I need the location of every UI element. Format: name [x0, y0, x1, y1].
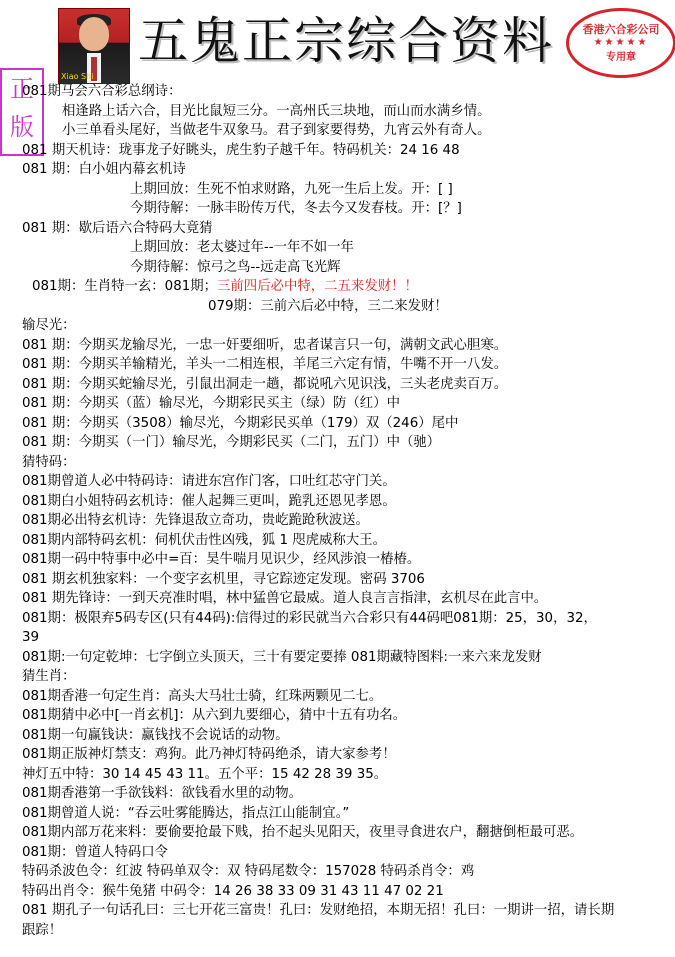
- text-line: 081 期孔子一句话孔曰：三七开花三富贵！孔曰：发财绝招，本期无招！孔曰：一期讲一招，请长期: [22, 903, 615, 918]
- seal-stars: ★★★★★: [593, 37, 649, 48]
- portrait-caption: Xiao Shi: [61, 72, 94, 81]
- text-line: 081 期玄机独家料：一个变字玄机里，寻它踪迹定发现。密码 3706: [22, 571, 425, 587]
- text-line: 081期猜中必中[一肖玄机]：从六到九要细心，猜中十五有功名。: [22, 708, 407, 723]
- portrait-image: [58, 8, 130, 84]
- text-line: 081期正版神灯禁支：鸡狗。此乃神灯特码绝杀，请大家参考！: [22, 747, 396, 762]
- text-line: 081 期：今期买（蓝）输尽光，今期彩民买主（绿）防（红）中: [22, 396, 400, 411]
- text-line: 特码杀波色令：红波 特码单双令：双 特码尾数令：157028 特码杀肖令：鸡: [22, 864, 475, 879]
- text-line: 081 期：今期买羊输精光，羊头一二相连根，羊尾三六定有情，牛嘴不开一八发。: [22, 357, 508, 372]
- header-banner: [0, 0, 675, 86]
- text-line: 081期一码中特事中必中=百：昊牛喘月见识少，经风涉浪一椿椿。: [22, 552, 421, 567]
- text-line: 39: [22, 630, 40, 645]
- text-line: 特码出肖令：猴牛兔猪 中码令：14 26 38 33 09 31 43 11 47 02 21: [22, 883, 444, 899]
- seal-bottom-text: 专用章: [606, 52, 636, 63]
- text-line: 上期回放：老太婆过年--一年不如一年: [130, 240, 354, 255]
- side-label-char-1: 正: [10, 75, 34, 103]
- section-heading: 猜特码：: [22, 454, 76, 470]
- text-line: 081期必出特玄机诗：先锋退敌立奇功，贵屹跪跄秋波送。: [22, 513, 369, 528]
- text-line: [22, 277, 675, 297]
- seal-top-text: 香港六合彩公司: [582, 23, 660, 36]
- portrait-face: [79, 17, 109, 51]
- text-line: 081 期先锋诗：一到天亮准时唱，林中猛兽它最威。道人良言言指津，玄机尽在此言中。: [22, 591, 548, 606]
- text-line: 081期香港一句定生肖：高头大马壮士骑，红珠两颗见二七。: [22, 688, 383, 704]
- company-seal: [566, 8, 675, 78]
- text-line: 081期：极限弃5码专区(只有44码):信得过的彩民就当六合彩只有44码吧081期：25，30，32，: [22, 610, 597, 626]
- text-line: 081期内部万花来料：要偷要抢最下贱，抬不起头见阳天，夜里寻食进农户，翻搪倒柜最可恶。: [22, 825, 584, 840]
- page-title: 五鬼正宗综合资料: [138, 12, 554, 70]
- document-body: [22, 82, 675, 940]
- text-line: 神灯五中特：30 14 45 43 11。五个平：15 42 28 39 35。: [22, 766, 388, 782]
- text-line: 小三单看头尾好，当做老牛双象马。君子到家要得势，九宵云外有奇人。: [62, 123, 491, 138]
- side-label-char-2: 版: [10, 113, 34, 141]
- text-line: 081 期：今期买龙输尽光，一忠一奸要细听，忠者谋言只一句，满朝文武心胆寒。: [22, 337, 508, 353]
- zodiac-line-prefix: 081期：生肖特一玄：081期；: [32, 279, 218, 294]
- section-heading: 猜生肖：: [22, 669, 76, 684]
- text-line: 081期一句赢钱诀：赢钱找不会说话的动物。: [22, 727, 289, 743]
- text-line: 081期曾道人说：“吞云吐雾能腾达，指点江山能制宜。”: [22, 805, 350, 821]
- text-line: 081期：曾道人特码口令: [22, 844, 169, 860]
- text-line: 081期香港第一手欲钱料：欲钱看水里的动物。: [22, 786, 302, 801]
- zodiac-line-highlight: 三前四后必中特，二五来发财！！: [217, 279, 418, 294]
- text-line: 081 期：白小姐内幕玄机诗: [22, 162, 186, 177]
- text-line: 081期曾道人必中特码诗：请进东宫作门客，口吐红芯守门关。: [22, 474, 396, 489]
- text-line: 跟踪！: [22, 922, 63, 938]
- text-line: 081期内部特码玄机：伺机伏击性凶残，狐 1 咫虎威称大王。: [22, 532, 386, 548]
- text-line: 081 期：歇后语六合特码大竟猜: [22, 220, 213, 236]
- section-heading: 输尽光：: [22, 318, 76, 333]
- text-line: 081 期：今期买（3508）输尽光，今期彩民买单（179）双（246）尾中: [22, 415, 459, 431]
- text-line: 079期：三前六后必中特，三二来发财！: [208, 298, 448, 314]
- text-line: 081期:一句定乾坤：七字倒立头顶天，三十有要定要捧 081期藏特图料:一来六来龙发财: [22, 649, 542, 665]
- text-line: 081期马会六合彩总纲诗：: [22, 84, 182, 99]
- text-line: 今期待解：一脉丰盼传万代，冬去今又发春枝。开：[？]: [130, 201, 462, 216]
- text-line: 相逢路上话六合，目光比鼠短三分。一高州氏三块地，而山而水满乡情。: [62, 103, 491, 119]
- text-line: 081 期：今期买（一门）输尽光，今期彩民买（二门，五门）中（驰）: [22, 435, 441, 450]
- text-line: 081 期天机诗：珑事龙子好眺头，虎生豹子越千年。特码机关：24 16 48: [22, 142, 460, 158]
- text-line: 今期待解：惊弓之鸟--远走高飞光辉: [130, 259, 341, 275]
- text-line: 上期回放：生死不怕求财路，九死一生后上发。开：[ ]: [130, 181, 453, 197]
- text-line: 081 期：今期买蛇输尽光，引鼠出洞走一趟，都说吼六见识浅，三头老虎卖百万。: [22, 376, 508, 392]
- text-line: 081期白小姐特码玄机诗：催人起舞三更叫，跪乳还恩见孝恩。: [22, 493, 396, 509]
